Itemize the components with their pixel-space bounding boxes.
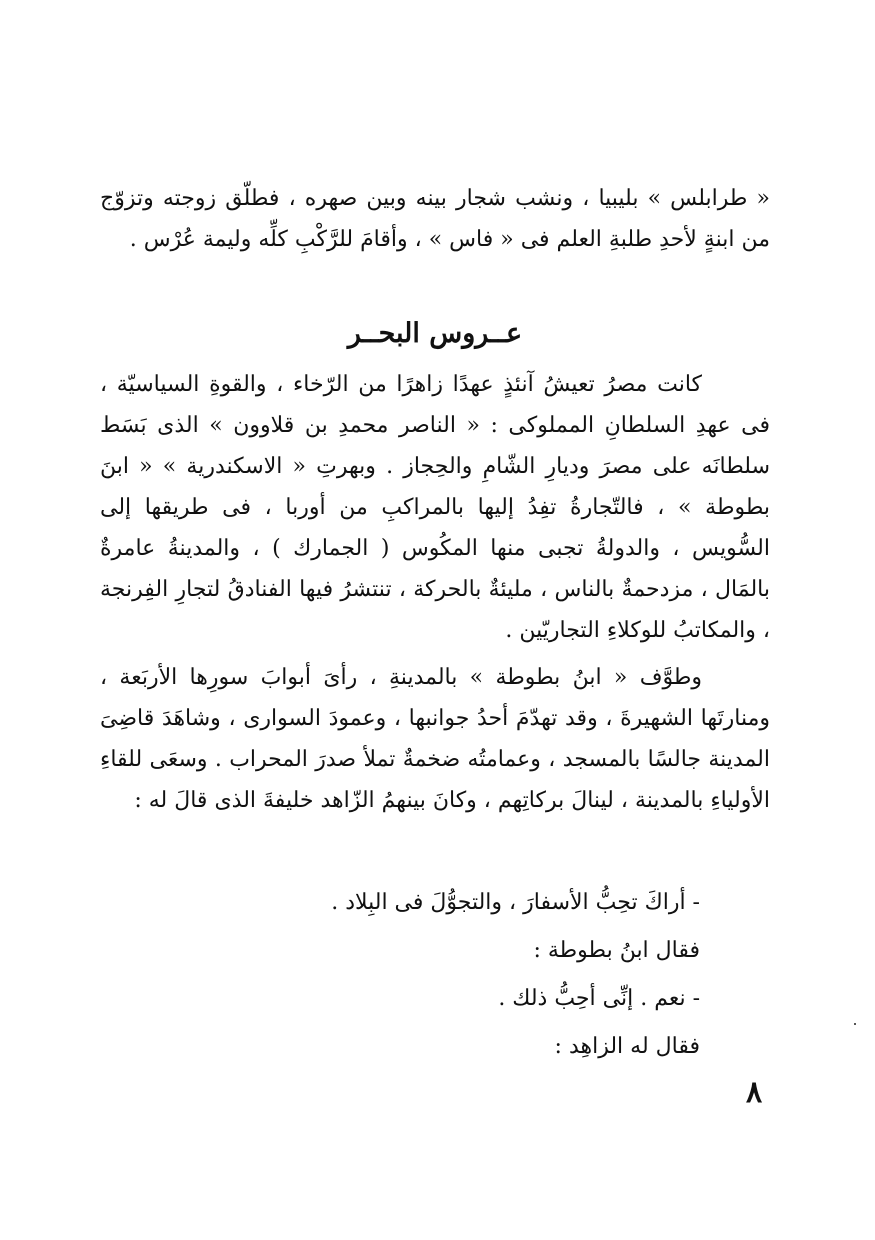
- paragraph-tour: وطوَّف « ابنُ بطوطة » بالمدينةِ ، رأىَ أبوابَ سورِها الأربَعة ، ومنارتَها الشهيرةَ ، وقد تهدّمَ أحدُ جوانبها ، وعمودَ السوارى ، وشاهَدَ قاضِىَ المدينة جالسًا بالمسجد ، وعمامتُه ضخمةٌ تملأ صدرَ المحراب . وسعَى للقاءِ الأولياءِ بالمدينة ، لينالَ بركاتِهم ، وكانَ بينهمُ الزّاهد خليفةَ الذى قالَ له :: [100, 665, 770, 813]
- intro-paragraph: « طرابلس » بليبيا ، ونشب شجار بينه وبين صهره ، فطلّق زوجته وتزوّج من ابنةٍ لأحدِ طلبةِ العلم فى « فاس » ، وأقامَ للرَّكْبِ كلِّه وليمة عُرْس .: [100, 186, 770, 252]
- paragraph-egypt: كانت مصرُ تعيشُ آنئذٍ عهدًا زاهرًا من الرّخاء ، والقوةِ السياسيّة ، فى عهدِ السلطانِ المملوكى : « الناصر محمدِ بن قلاوون » الذى بَسَط سلطانَه على مصرَ وديارِ الشّامِ والحِجاز . وبهرتِ « الاسكندرية » « ابنَ بطوطة » ، فالتّجارةُ تفِدُ إليها بالمراكبِ من أوربا ، فى طريقها إلى السُّويس ، والدولةُ تجبى منها المكُوس ( الجمارك ) ، والمدينةُ عامرةٌ بالمَال ، مزدحمةٌ بالناس ، مليئةٌ بالحركة ، تنتشرُ فيها الفنادقُ لتجارِ الفِرنجة ، والمكاتبُ للوكلاءِ التجاريّين .: [100, 372, 770, 643]
- section-heading: عــروس البحــر: [347, 318, 523, 349]
- dialog-line-1: - أراكَ تحِبُّ الأسفارَ ، والتجوُّلَ فى البِلاد .: [331, 890, 700, 915]
- page-number: ٨: [746, 1075, 763, 1110]
- main-text: [100, 364, 770, 827]
- dialog-line-2: فقال ابنُ بطوطة :: [533, 938, 700, 963]
- dialog-line-4: فقال له الزاهِد :: [554, 1034, 700, 1059]
- dialog-line-3: - نعم . إنِّى أحِبُّ ذلك .: [498, 986, 700, 1011]
- scan-speck: [854, 1023, 856, 1025]
